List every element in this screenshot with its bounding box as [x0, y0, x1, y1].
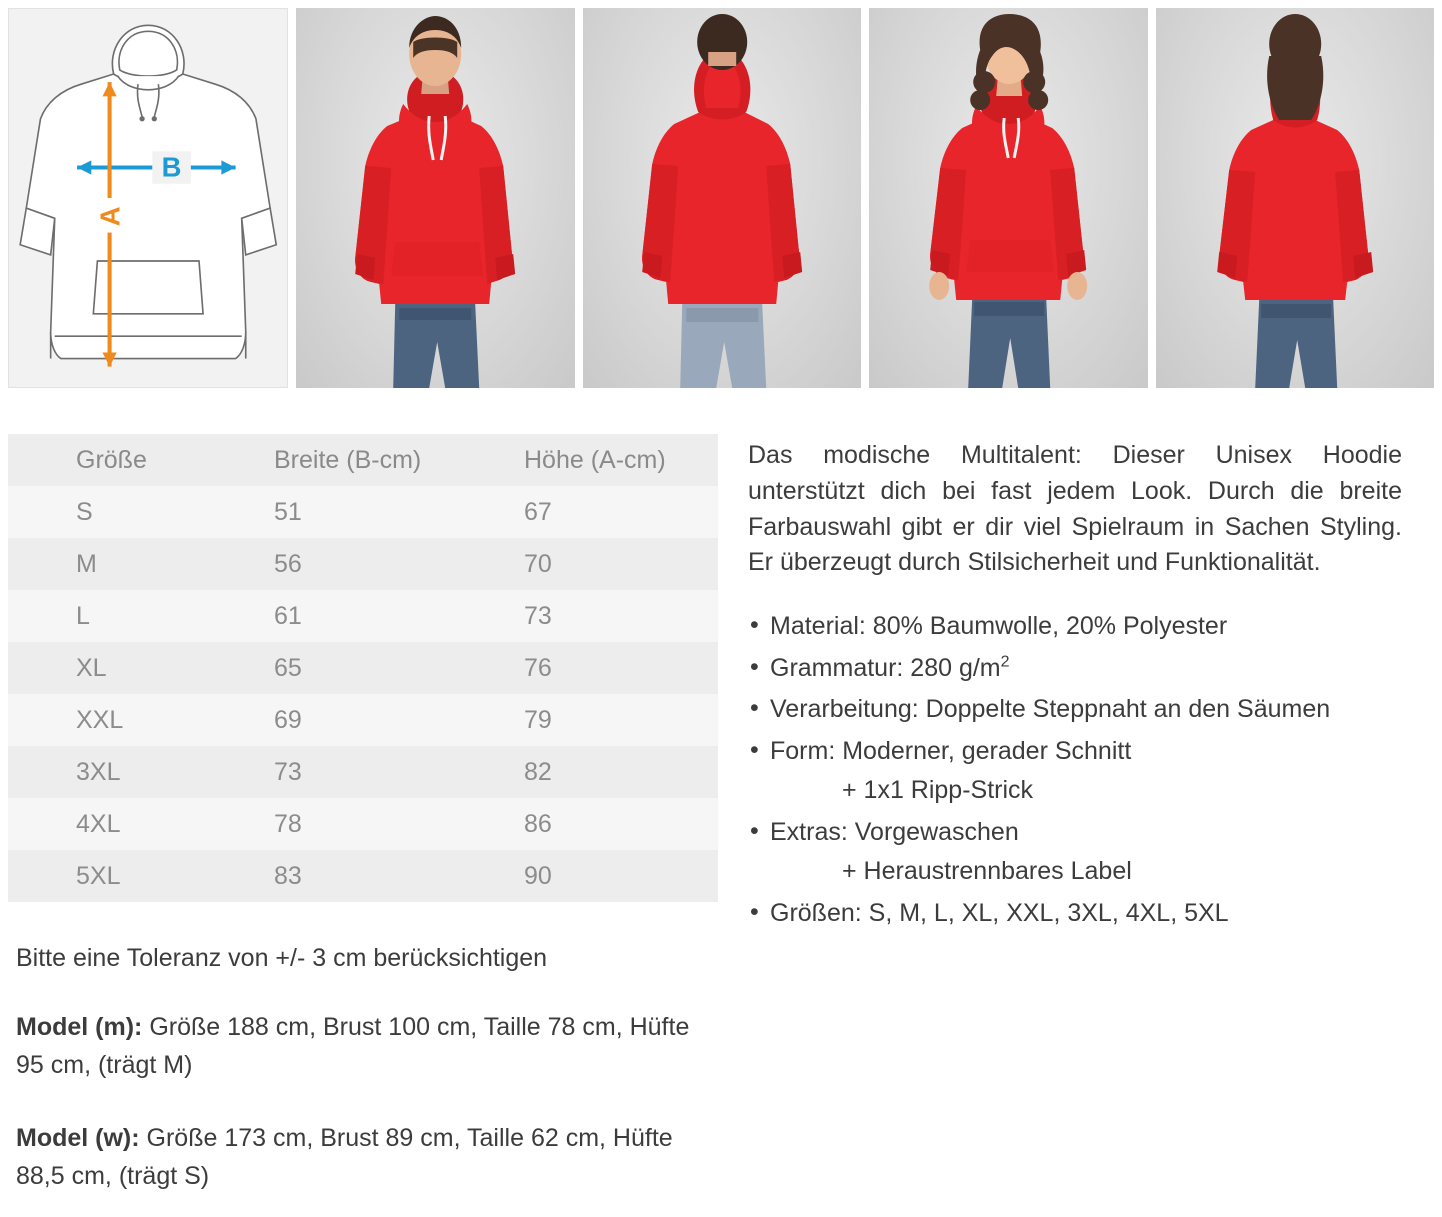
feature-superscript: 2	[1000, 653, 1010, 671]
cell-size: XXL	[76, 705, 124, 734]
cell-height: 73	[524, 601, 552, 630]
size-table-header-row	[8, 434, 718, 486]
list-item	[748, 690, 1402, 730]
cell-height: 86	[524, 809, 552, 838]
svg-text:B: B	[161, 151, 182, 183]
cell-width: 65	[274, 653, 302, 682]
feature-text: Form: Moderner, gerader Schnitt	[770, 736, 1132, 765]
male-front-photo	[296, 8, 574, 388]
product-description: Das modische Multitalent: Dieser Unisex Hoodie unterstützt dich bei fast jedem Look. Durch die breite Farbauswahl gibt er dir viel Spielraum in Sachen Styling. Er überzeugt durch Stilsicherheit und Funktionalität.	[748, 441, 1402, 577]
cell-height: 76	[524, 653, 552, 682]
table-row	[8, 746, 718, 798]
product-image-gallery	[0, 0, 1442, 388]
male-back-photo	[583, 8, 861, 388]
column-header-height: Höhe (A-cm)	[524, 445, 666, 474]
list-item	[748, 894, 1402, 934]
list-item	[748, 732, 1402, 811]
feature-text: Grammatur: 280 g/m	[770, 653, 1001, 682]
cell-size: M	[76, 549, 97, 578]
details-section	[0, 396, 1442, 1217]
list-item	[748, 813, 1402, 892]
table-row	[8, 486, 718, 538]
cell-height: 70	[524, 549, 552, 578]
feature-subtext: + Heraustrennbares Label	[842, 857, 1132, 885]
feature-text: Material: 80% Baumwolle, 20% Polyester	[770, 612, 1228, 640]
cell-height: 79	[524, 705, 552, 734]
cell-size: S	[76, 497, 93, 526]
cell-size: 5XL	[76, 861, 121, 890]
cell-width: 69	[274, 705, 302, 734]
cell-width: 61	[274, 601, 302, 630]
list-item	[748, 607, 1402, 647]
table-row	[8, 798, 718, 850]
feature-subtext: + 1x1 Ripp-Strick	[842, 776, 1034, 804]
svg-text:A: A	[94, 206, 126, 227]
model-male-text: Größe 188 cm, Brust 100 cm, Taille 78 cm, Hüfte 95 cm, (trägt M)	[16, 1013, 690, 1079]
column-header-width: Breite (B-cm)	[274, 445, 422, 474]
table-row	[8, 850, 718, 902]
size-diagram-panel	[8, 8, 288, 388]
cell-width: 56	[274, 549, 302, 578]
model-male-label: Model (m):	[16, 1013, 143, 1041]
size-table	[8, 434, 718, 902]
model-female-info	[16, 1120, 716, 1195]
cell-height: 82	[524, 757, 552, 786]
cell-width: 78	[274, 809, 302, 838]
feature-text: Verarbeitung: Doppelte Steppnaht an den Säumen	[770, 695, 1331, 723]
list-item	[748, 649, 1402, 689]
feature-list	[748, 607, 1402, 933]
feature-text: Extras: Vorgewaschen	[770, 817, 1019, 846]
model-male-info	[16, 1009, 716, 1084]
tolerance-note: Bitte eine Toleranz von +/- 3 cm berücksichtigen	[16, 944, 548, 972]
table-row	[8, 538, 718, 590]
female-back-photo	[1156, 8, 1434, 388]
cell-size: L	[76, 601, 90, 630]
model-female-label: Model (w):	[16, 1124, 140, 1152]
table-row	[8, 590, 718, 642]
column-header-size: Größe	[76, 445, 147, 474]
cell-width: 73	[274, 757, 302, 786]
table-row	[8, 642, 718, 694]
female-front-photo	[869, 8, 1147, 388]
cell-size: 4XL	[76, 809, 121, 838]
cell-width: 51	[274, 497, 302, 526]
table-row	[8, 694, 718, 746]
size-table-column	[0, 396, 726, 1217]
model-female-text: Größe 173 cm, Brust 89 cm, Taille 62 cm, Hüfte 88,5 cm, (trägt S)	[16, 1124, 673, 1190]
cell-size: XL	[76, 653, 107, 682]
hoodie-technical-drawing	[9, 9, 287, 387]
description-column	[726, 396, 1442, 1217]
feature-text: Größen: S, M, L, XL, XXL, 3XL, 4XL, 5XL	[770, 898, 1229, 927]
cell-size: 3XL	[76, 757, 121, 786]
cell-height: 90	[524, 861, 552, 890]
cell-width: 83	[274, 861, 302, 890]
cell-height: 67	[524, 497, 552, 526]
